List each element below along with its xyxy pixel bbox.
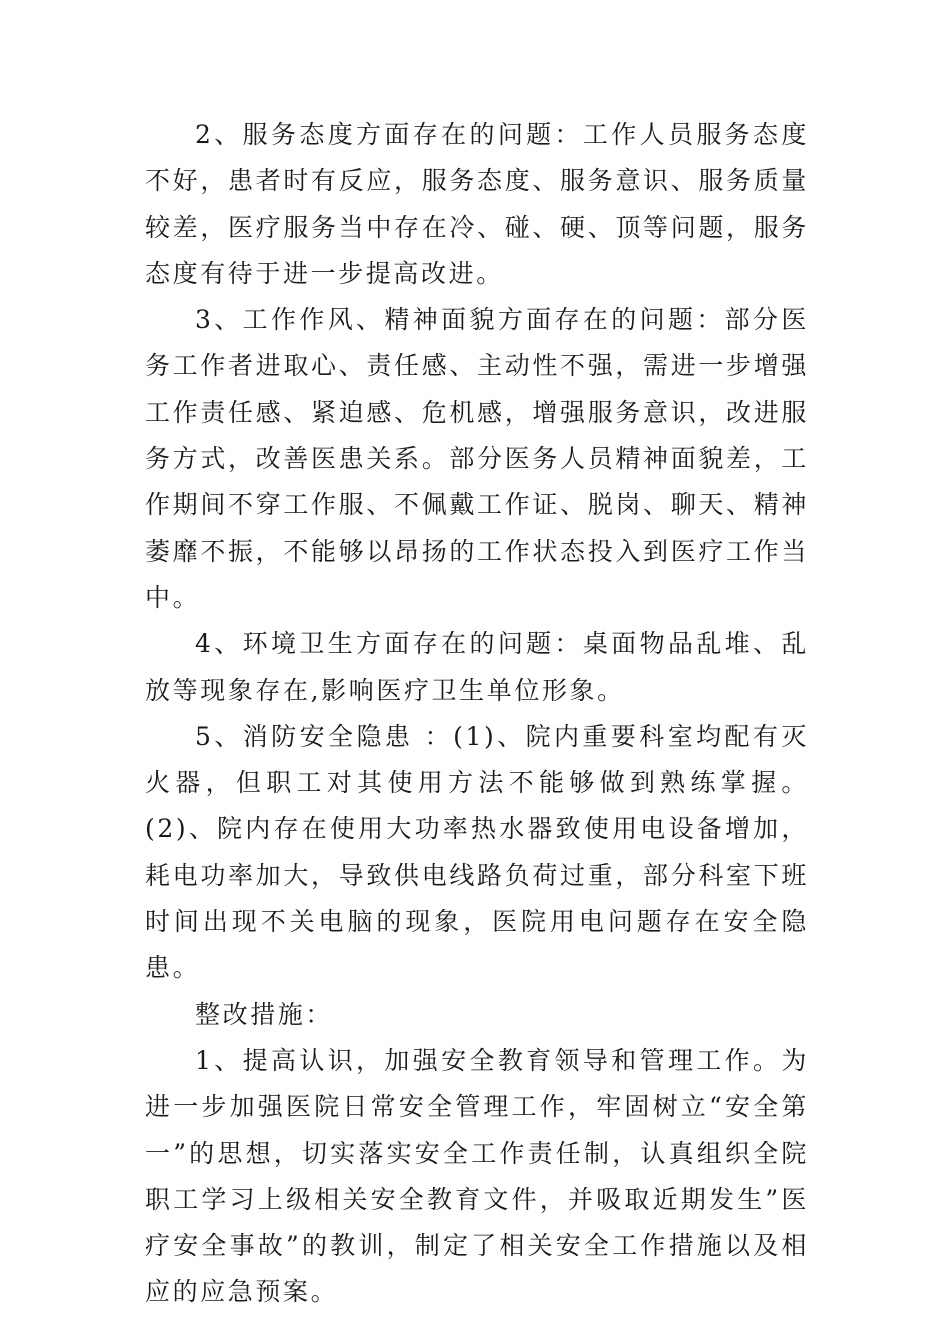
paragraph-work-style: 3、工作作风、精神面貌方面存在的问题：部分医务工作者进取心、责任感、主动性不强，需进一步增强工作责任感、紧迫感、危机感，增强服务意识，改进服务方式，改善医患关系。部分医务人员精神面貌差，工作期间不穿工作服、不佩戴工作证、脱岗、聊天、精神萎靡不振，不能够以昂扬的工作状态投入到医疗工作当中。 bbox=[145, 305, 809, 612]
paragraph-raise-awareness: 1、提高认识，加强安全教育领导和管理工作。为进一步加强医院日常安全管理工作，牢固树立“安全第一”的思想，切实落实安全工作责任制，认真组织全院职工学习上级相关安全教育文件，并吸取近期发生”医疗安全事故”的教训，制定了相关安全工作措施以及相应的应急预案。 bbox=[145, 1045, 809, 1307]
document-body bbox=[145, 112, 809, 1316]
paragraph-fire-safety: 5、消防安全隐患 ：(1)、院内重要科室均配有灭火器，但职工对其使用方法不能够做到熟练掌握。 (2)、院内存在使用大功率热水器致使用电设备增加，耗电功率加大，导致供电线路负荷过重，部分科室下班时间出现不关电脑的现象，医院用电问题存在安全隐患。 bbox=[145, 721, 809, 983]
paragraph-service-attitude: 2、服务态度方面存在的问题：工作人员服务态度不好，患者时有反应，服务态度、服务意识、服务质量较差，医疗服务当中存在冷、碰、硬、顶等问题，服务态度有待于进一步提高改进。 bbox=[145, 120, 809, 288]
paragraph-rectification-heading: 整改措施： bbox=[195, 999, 334, 1029]
paragraph-environment-hygiene: 4、环境卫生方面存在的问题：桌面物品乱堆、乱放等现象存在,影响医疗卫生单位形象。 bbox=[145, 629, 809, 705]
